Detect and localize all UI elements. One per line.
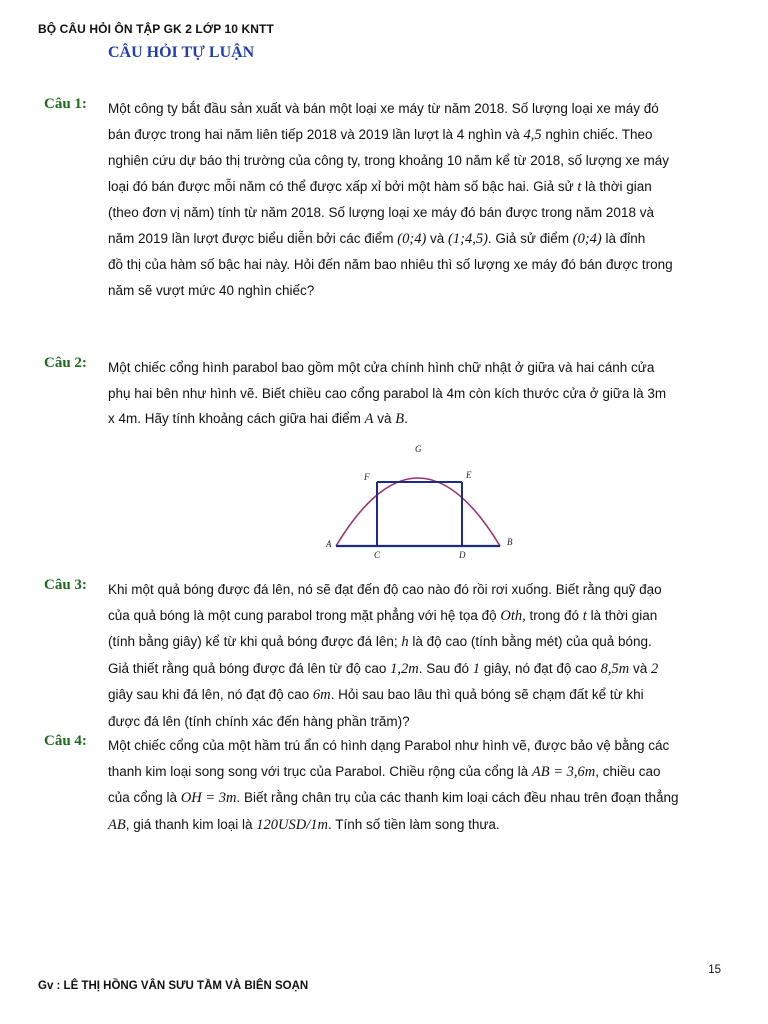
point-label-d: D: [459, 550, 466, 560]
point-label-e: E: [466, 470, 472, 480]
point-label-b: B: [507, 537, 513, 547]
section-title: CÂU HỎI TỰ LUẬN: [108, 44, 255, 61]
question-3-text: [108, 577, 726, 734]
question-1-label: Câu 1:: [44, 96, 87, 112]
text-line: của cổng là OH = 3m. Biết rằng chân trụ của các thanh kim loại cách đều nhau trên đoạn thẳng: [108, 790, 679, 806]
text-line: Khi một quả bóng được đá lên, nó sẽ đạt đến độ cao nào đó rồi rơi xuống. Biết rằng quỹ đạo: [108, 582, 662, 597]
parabola-arc: [336, 478, 500, 546]
point-label-g: G: [415, 444, 422, 454]
point-label-a: A: [326, 539, 332, 549]
text-line: nghiên cứu dự báo thị trường của công ty, trong khoảng 10 năm kể từ 2018, số lượng xe máy: [108, 153, 669, 168]
text-line: năm sẽ vượt mức 40 nghìn chiếc?: [108, 282, 315, 298]
text-line: (tính bằng giây) kể từ khi quả bóng được đá lên; h là độ cao (tính bằng mét) của quả bóng.: [108, 634, 652, 650]
question-2-text: [108, 355, 726, 433]
question-4-text: [108, 733, 726, 838]
point-label-f: F: [364, 472, 370, 482]
text-line: được đá lên (tính chính xác đến hàng phần trăm)?: [108, 713, 410, 729]
text-line: AB, giá thanh kim loại là 120USD/1m. Tính số tiền làm song thưa.: [108, 816, 500, 833]
text-line: đồ thị của hàm số bậc hai này. Hỏi đến năm bao nhiêu thì số lượng xe máy đó bán được trong: [108, 257, 673, 272]
document-footer: Gv : LÊ THỊ HỒNG VÂN SƯU TẦM VÀ BIÊN SOẠN: [38, 980, 309, 992]
text-line: phụ hai bên như hình vẽ. Biết chiều cao cổng parabol là 4m còn kích thước cửa ở giữa là 3m: [108, 385, 667, 401]
text-line: thanh kim loại song song với trục của Parabol. Chiều rộng của cổng là AB = 3,6m, chiều cao: [108, 763, 661, 780]
text-line: loại đó bán được mỗi năm có thể được xấp xỉ bởi một hàm số bậc hai. Giả sử t là thời gian: [108, 178, 652, 195]
text-line: x 4m. Hãy tính khoảng cách giữa hai điểm A và B.: [108, 411, 408, 427]
page-number: 15: [708, 964, 721, 976]
question-3-label: Câu 3:: [44, 577, 87, 593]
text-line: (theo đơn vị năm) tính từ năm 2018. Số lượng loại xe máy đó bán được trong năm 2018 và: [108, 205, 654, 220]
point-label-c: C: [374, 550, 381, 560]
text-line: giây sau khi đá lên, nó đạt độ cao 6m. Hỏi sau bao lâu thì quả bóng sẽ chạm đất kể từ khi: [108, 687, 644, 703]
text-line: Một công ty bắt đầu sản xuất và bán một loại xe máy từ năm 2018. Số lượng loại xe máy đó: [108, 101, 659, 116]
question-1-text: [108, 96, 726, 303]
text-line: Một chiếc cổng hình parabol bao gồm một cửa chính hình chữ nhật ở giữa và hai cánh cửa: [108, 360, 655, 375]
text-line: bán được trong hai năm liên tiếp 2018 và 2019 lần lượt là 4 nghìn và 4,5 nghìn chiếc. Theo: [108, 126, 653, 143]
parabola-gate-figure: [318, 440, 528, 562]
document-header: BỘ CÂU HỎI ÔN TẬP GK 2 LỚP 10 KNTT: [38, 22, 274, 36]
question-4-label: Câu 4:: [44, 733, 87, 749]
text-line: Một chiếc cổng của một hầm trú ẩn có hình dạng Parabol như hình vẽ, được bảo vệ bằng các: [108, 738, 670, 753]
question-2-label: Câu 2:: [44, 355, 87, 371]
text-line: Giả thiết rằng quả bóng được đá lên từ độ cao 1,2m. Sau đó 1 giây, nó đạt độ cao 8,5m và 2: [108, 660, 659, 677]
text-line: năm 2019 lần lượt được biểu diễn bởi các điểm (0;4) và (1;4,5). Giả sử điểm (0;4) là đỉnh: [108, 230, 646, 247]
text-line: của quả bóng là một cung parabol trong mặt phẳng với hệ tọa độ Oth, trong đó t là thời gian: [108, 607, 658, 624]
